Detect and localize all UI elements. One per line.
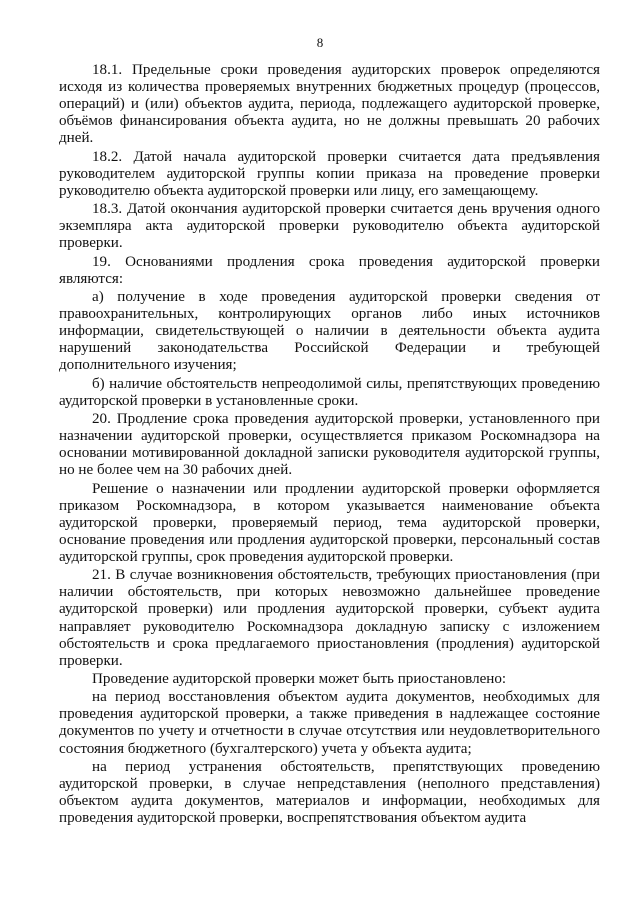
paragraph-18-3: 18.3. Датой окончания аудиторской проверки считается день вручения одного экземпляра акта аудиторской проверки руководителю объекта аудиторской проверки. — [59, 201, 600, 252]
paragraph-suspension-documents: на период восстановления объектом аудита документов, необходимых для проведения аудиторской проверки, а также приведения в надлежащее состояние документов по учету и отчетности в случае отсутствия или неудовлетворительного состояния бюджетного (бухгалтерского) учета у объекта аудита; — [59, 689, 600, 757]
paragraph-decision: Решение о назначении или продлении аудиторской проверки оформляется приказом Роскомнадзора, в котором указывается наименование объекта аудиторской проверки, проверяемый период, тема аудиторской проверки, основание проведения или продления аудиторской проверки, персональный состав аудиторской группы, срок проведения аудиторской проверки. — [59, 480, 600, 565]
paragraph-20: 20. Продление срока проведения аудиторской проверки, установленного при назначении аудиторской проверки, осуществляется приказом Роскомнадзора на основании мотивированной докладной записки руководителя аудиторской группы, но не более чем на 30 рабочих дней. — [59, 411, 600, 479]
document-body — [59, 62, 600, 827]
paragraph-19-a: а) получение в ходе проведения аудиторской проверки сведения от правоохранительных, контролирующих органов либо иных источников информации, свидетельствующей о наличии в деятельности объекта аудита нарушений законодательства Российской Федерации и требующей дополнительного изучения; — [59, 288, 600, 374]
page-number: 8 — [316, 35, 324, 50]
paragraph-18-1: 18.1. Предельные сроки проведения аудиторских проверок определяются исходя из количества проверяемых внутренних бюджетных процедур (процессов, операций) и (или) объектов аудита, периода, подлежащего аудиторской проверке, объёмов финансирования объекта аудита, но не должны превышать 20 рабочих дней. — [59, 62, 600, 147]
paragraph-19: 19. Основаниями продления срока проведения аудиторской проверки являются: — [59, 253, 600, 287]
paragraph-18-2: 18.2. Датой начала аудиторской проверки считается дата предъявления руководителем аудиторской группы копии приказа на проведение проверки руководителю объекта аудиторской проверки или лицу, его замещающему. — [59, 148, 600, 199]
paragraph-suspension-obstacles: на период устранения обстоятельств, препятствующих проведению аудиторской проверки, в случае непредставления (неполного представления) объектом аудита документов, материалов и информации, необходимых для проведения аудиторской проверки, воспрепятствования объектом аудита — [59, 758, 600, 827]
paragraph-suspension-intro: Проведение аудиторской проверки может быть приостановлено: — [92, 670, 507, 687]
paragraph-21: 21. В случае возникновения обстоятельств, требующих приостановления (при наличии обстоятельств, при которых невозможно дальнейшее проведение аудиторской проверки) или продления аудиторской проверки, субъект аудита направляет руководителю Роскомнадзора докладную записку с изложением обстоятельств и срока предлагаемого приостановления (продления) аудиторской проверки. — [59, 567, 600, 669]
paragraph-19-b: б) наличие обстоятельств непреодолимой силы, препятствующих проведению аудиторской проверки в установленные сроки. — [59, 375, 600, 409]
